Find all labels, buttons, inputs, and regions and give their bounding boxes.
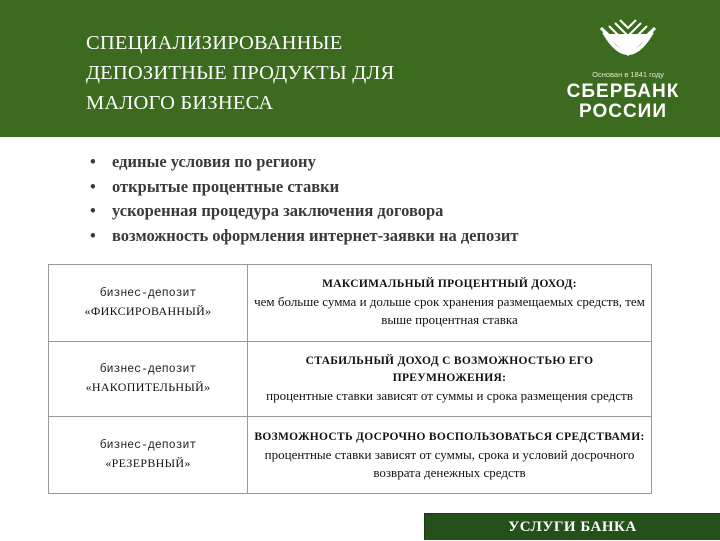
page-title (86, 28, 526, 118)
table-row (49, 341, 652, 416)
bullet-icon: • (90, 152, 96, 171)
bullet-icon: • (90, 225, 96, 245)
product-name: «РЕЗЕРВНЫЙ» (105, 456, 191, 471)
title-line-3: МАЛОГО БИЗНЕСА (86, 92, 274, 114)
product-name: «НАКОПИТЕЛЬНЫЙ» (85, 379, 211, 394)
logo-name (548, 82, 698, 122)
bank-services-button[interactable]: УСЛУГИ БАНКА (424, 513, 720, 540)
sberbank-logo-icon (598, 16, 658, 66)
feature-item (86, 150, 519, 175)
feature-item (86, 175, 519, 200)
product-cell (49, 265, 248, 342)
title-line-1: СПЕЦИАЛИЗИРОВАННЫЕ (86, 32, 343, 54)
product-type: бизнес-депозит (99, 362, 197, 376)
bullet-icon: • (90, 176, 96, 196)
feature-item (86, 224, 519, 249)
feature-text: возможность оформления интернет-заявки на депозит (112, 225, 519, 245)
product-name: «ФИКСИРОВАННЫЙ» (84, 303, 212, 318)
product-cell (49, 341, 248, 416)
benefit-cell (248, 341, 652, 416)
benefit-cell (248, 417, 652, 494)
benefit-cell (248, 265, 652, 342)
features-list (86, 150, 519, 248)
header-banner (0, 0, 720, 137)
title-line-2: ДЕПОЗИТНЫЕ ПРОДУКТЫ ДЛЯ (86, 62, 395, 84)
benefit-title: СТАБИЛЬНЫЙ ДОХОД С ВОЗМОЖНОСТЬЮ ЕГО ПРЕУМНОЖЕНИЯ: (305, 354, 594, 384)
benefit-text: процентные ставки зависят от суммы и срока размещения средств (266, 387, 633, 403)
benefit-title: МАКСИМАЛЬНЫЙ ПРОЦЕНТНЫЙ ДОХОД: (322, 278, 577, 291)
feature-text: открытые процентные ставки (112, 176, 340, 196)
benefit-text: чем больше сумма и дольше срок хранения размещаемых средств, тем выше процентная ставка (254, 294, 645, 328)
logo-name-line-2: РОССИИ (579, 101, 667, 122)
product-cell (49, 417, 248, 494)
logo-founded-text: Основан в 1841 году (592, 70, 664, 79)
logo-name-line-1: СБЕРБАНК (566, 81, 680, 102)
benefit-text: процентные ставки зависят от суммы, срока и условий досрочного возврата денежных средств (264, 446, 635, 480)
feature-text: ускоренная процедура заключения договора (112, 201, 444, 220)
table-row (49, 417, 652, 494)
product-type: бизнес-депозит (99, 286, 197, 300)
table-row (49, 265, 652, 342)
feature-item (86, 199, 519, 224)
feature-text: единые условия по региону (112, 152, 316, 171)
benefit-title: ВОЗМОЖНОСТЬ ДОСРОЧНО ВОСПОЛЬЗОВАТЬСЯ СРЕДСТВАМИ: (254, 430, 645, 443)
product-type: бизнес-депозит (99, 439, 197, 453)
products-table (48, 264, 652, 494)
bullet-icon: • (90, 201, 96, 220)
